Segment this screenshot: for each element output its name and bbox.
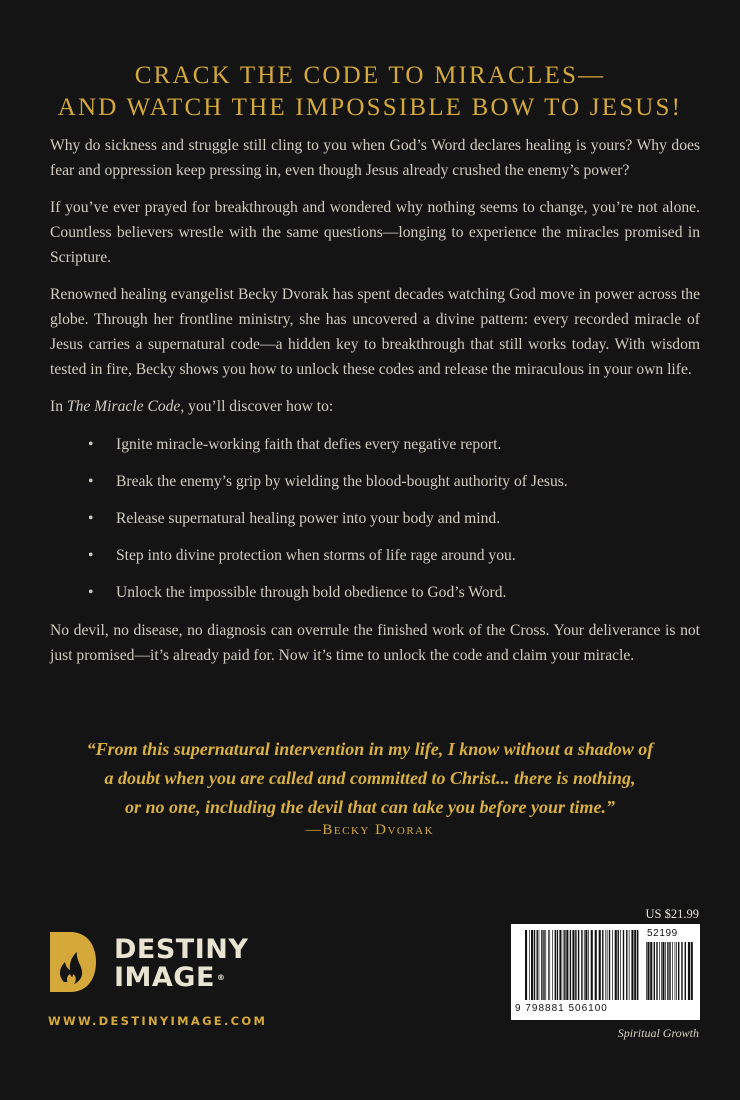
bullet-icon: •	[88, 473, 94, 490]
paragraph-3: Renowned healing evangelist Becky Dvorak has spent decades watching God move in power across the globe. Through her frontline ministry, she has uncovered a divine pattern: every recorded miracle of Jesus carries a supernatural code—a hidden key to breakthrough that still works today. With wisdom tested in fire, Becky shows you how to unlock these codes and release the miraculous in your own life.	[50, 286, 700, 378]
bullet-icon: •	[88, 584, 94, 601]
list-item	[50, 470, 700, 494]
intro-suffix: , you’ll discover how to:	[180, 398, 334, 415]
endorsement-quote	[40, 735, 700, 822]
publisher-name-line-1: DESTINY	[114, 934, 249, 965]
list-item-text: Step into divine protection when storms of life rage around you.	[116, 547, 516, 564]
bullet-icon: •	[88, 547, 94, 564]
headline	[0, 60, 740, 124]
list-item-text: Unlock the impossible through bold obedience to God’s Word.	[116, 584, 507, 601]
registered-mark: ®	[216, 973, 226, 982]
publisher-logo	[48, 928, 288, 1038]
book-title: The Miracle Code	[66, 398, 181, 415]
paragraph-closing: No devil, no disease, no diagnosis can overrule the finished work of the Cross. Your deliverance is not just promised—it’s already paid for. Now it’s time to unlock the code and claim your miracle.	[50, 622, 700, 664]
quote-attribution: —Becky Dvorak	[305, 822, 435, 838]
quote-line-2: a doubt when you are called and committed to Christ... there is nothing,	[104, 768, 636, 788]
benefit-list	[50, 433, 700, 605]
publisher-url: WWW.DESTINYIMAGE.COM	[48, 1014, 268, 1028]
list-item-text: Ignite miracle-working faith that defies every negative report.	[116, 436, 502, 453]
quote-line-3: or no one, including the devil that can take you before your time.”	[125, 797, 615, 817]
isbn-digits: 9 798881 506100	[515, 1003, 608, 1014]
price-label: US $21.99	[645, 907, 699, 921]
paragraph-2: If you’ve ever prayed for breakthrough and wondered why nothing seems to change, you’re not alone. Countless believers wrestle with the same questions—longing to experience the miracles promised in Scripture.	[50, 199, 700, 266]
bullet-icon: •	[88, 436, 94, 453]
publisher-name	[114, 936, 248, 992]
paragraph-intro-list	[50, 394, 700, 419]
isbn-barcode	[511, 924, 700, 1020]
publisher-name-line-2: IMAGE	[114, 962, 215, 993]
list-item-text: Break the enemy’s grip by wielding the blood-bought authority of Jesus.	[116, 473, 568, 490]
list-item	[50, 581, 700, 605]
list-item	[50, 544, 700, 568]
barcode-main-bars	[525, 930, 640, 1000]
barcode-addon-bars	[646, 942, 694, 1000]
paragraph-1: Why do sickness and struggle still cling to you when God’s Word declares healing is yours? Why does fear and oppression keep pressing in, even though Jesus already crushed the enemy’s power?	[50, 137, 700, 179]
list-item-text: Release supernatural healing power into your body and mind.	[116, 510, 501, 527]
bullet-icon: •	[88, 510, 94, 527]
headline-line-1: CRACK THE CODE TO MIRACLES—	[134, 62, 606, 89]
barcode-addon-digits: 52199	[647, 928, 678, 939]
list-item	[50, 433, 700, 457]
category-label: Spiritual Growth	[617, 1026, 699, 1040]
description	[50, 133, 700, 680]
quote-line-1: “From this supernatural intervention in my life, I know without a shadow of	[86, 739, 654, 759]
headline-line-2: AND WATCH THE IMPOSSIBLE BOW TO JESUS!	[57, 94, 683, 121]
intro-prefix: In	[50, 398, 67, 415]
list-item	[50, 507, 700, 531]
flame-d-icon	[48, 930, 98, 994]
